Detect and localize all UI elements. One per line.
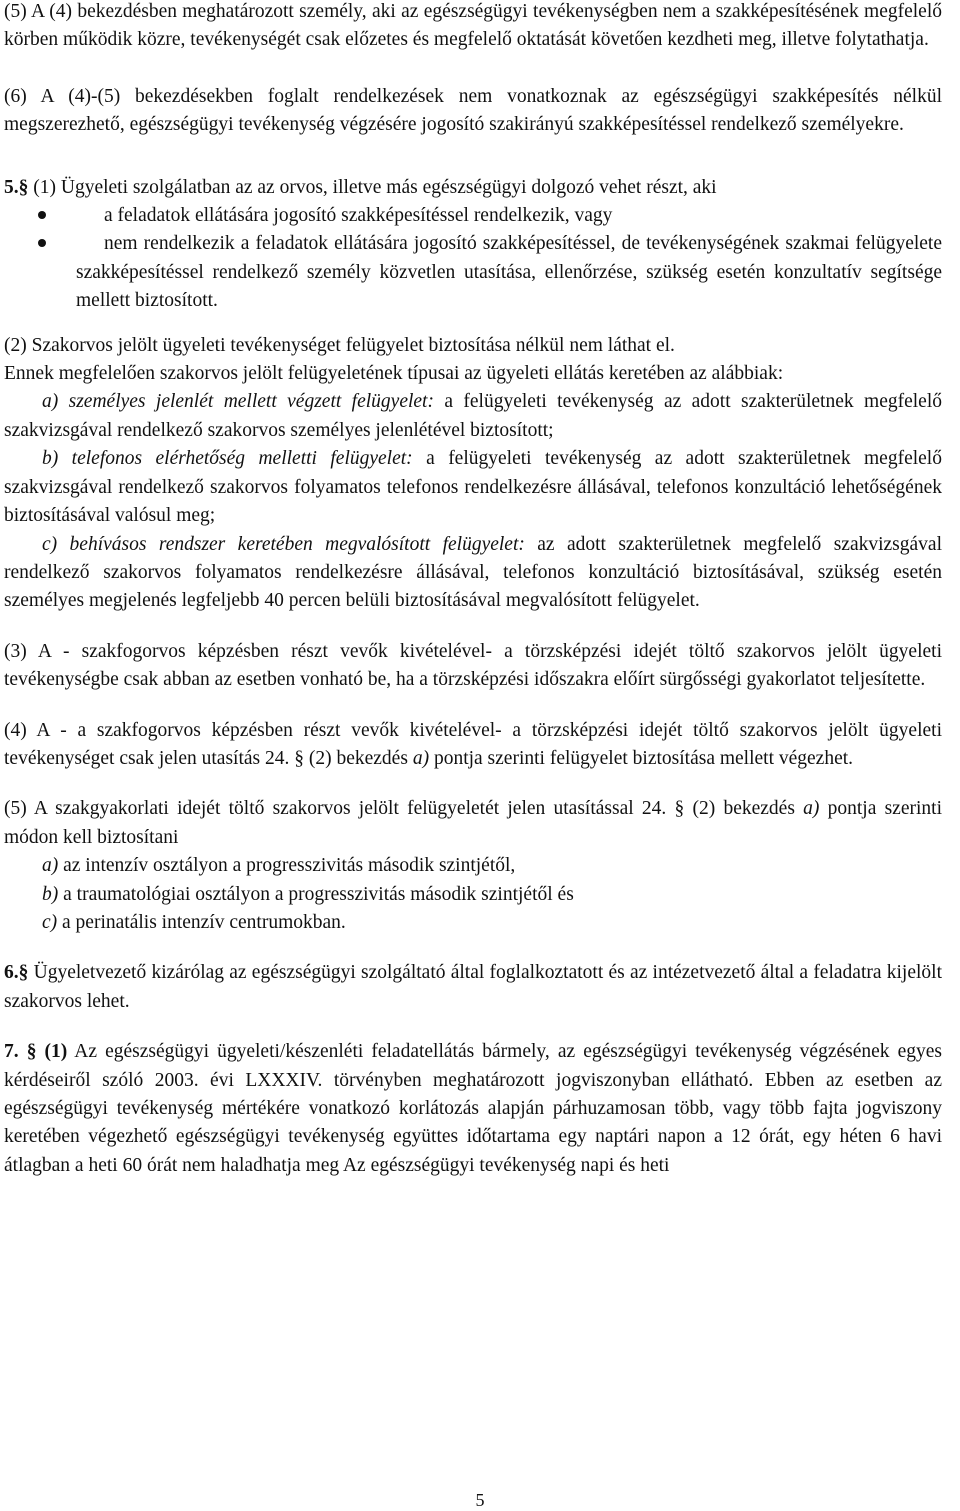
- paragraph-4-5: (5) A (4) bekezdésben meghatározott személy, aki az egészségügyi tevékenységben nem a szakképesítésének megfelelő körben működik közre, tevékenységét csak előzetes és megfelelő oktatását követően kezdheti meg, illetve folytathatja.: [4, 1, 942, 51]
- supervision-type-c-text: az adott szakterületnek megfelelő szakvizsgával rendelkező szakorvos folyamatos rendelkezésre állásával, telefonos konzultáció biztosításával, szükség esetén személyes megjelenés legfeljebb 40 percen belüli biztosításával megvalósított felügyelet.: [4, 533, 942, 612]
- paragraph-5-text-a: (5) A szakgyakorlati idejét töltő szakorvos jelölt felügyeletét jelen utasítással 24.: [4, 798, 675, 820]
- item-c-text: a perinatális intenzív centrumokban.: [57, 911, 346, 933]
- paragraph-5-item-c: [4, 909, 942, 937]
- supervision-type-b: [4, 445, 942, 530]
- section-5-paragraph-2-first: (2) Szakorvos jelölt ügyeleti tevékenységet felügyelet biztosítása nélkül nem láthat el.: [4, 334, 675, 356]
- section-7-text: Az egészségügyi ügyeleti/készenléti feladatellátás bármely, az egészségügyi tevékenység végzésének egyes kérdéseiről szóló 2003. évi LXXXIV. törvényben meghatározott jogviszonyban ellátható. Ebben az esetben az egészségügyi tevékenység mértékére vonatkozó korlátozás alapján párhuzamosan több, vagy több fajta jogviszony keretében végezhető egészségügyi tevékenység együttes időtartama egy naptári napon a 12 órát, egy héten 6 havi átlagban a heti 60 órát nem haladhatja meg Az egészségügyi tevékenység napi és heti: [4, 1041, 943, 1176]
- paragraph-5-item-b: [4, 881, 942, 909]
- section-7-number: 7.: [4, 1041, 19, 1063]
- section-5-number: 5.: [4, 176, 19, 198]
- supervision-type-b-label: b) telefonos elérhetőség melletti felügyelet:: [42, 448, 413, 470]
- section-5-paragraph-3: (3) A - szakfogorvos képzésben részt vevők kivételével- a törzsképzési idejét töltő szakorvos jelölt ügyeleti tevékenységbe csak abban az esetben vonható be, ha a törzsképzési időszakra előírt sürgősségi gyakorlatot teljesítette.: [4, 640, 942, 691]
- bullet-item: [4, 202, 942, 230]
- section-7-paragraph-1: [4, 1038, 942, 1180]
- item-c-label: c): [42, 911, 58, 933]
- paragraph-5-item-a: [4, 852, 942, 880]
- supervision-type-a-label: a) személyes jelenlét mellett végzett felügyelet:: [42, 391, 434, 413]
- section-7-sub: (1): [44, 1041, 68, 1063]
- paragraph-5-text-c: pontja szerinti módon kell biztosítani: [4, 798, 942, 848]
- section-5-paragraph-5: [4, 795, 942, 852]
- paragraph-4-text-b: (2) bekezdés: [303, 747, 413, 769]
- item-a-text: az intenzív osztályon a progresszivitás második szintjétől,: [58, 855, 516, 877]
- supervision-type-a: [4, 388, 942, 445]
- item-a-label: a): [42, 855, 59, 877]
- section-5-paragraph-1: [4, 174, 942, 202]
- section-6-text: Ügyeletvezető kizárólag az egészségügyi szolgáltató által foglalkoztatott és az intézetvezető által a feladatra kijelölt szakorvos lehet.: [4, 962, 942, 1012]
- paragraph-4-sign: §: [294, 747, 304, 769]
- paragraph-5-point: a): [803, 798, 820, 820]
- bullet-icon: [38, 211, 46, 219]
- supervision-type-a-text: a felügyeleti tevékenység az adott szakterületnek megfelelő szakvizsgával rendelkező szakorvos személyes jelenlétével biztosított;: [4, 391, 942, 441]
- section-6: [4, 959, 942, 1016]
- section-7-sign: §: [26, 1041, 37, 1063]
- bullet-text: a feladatok ellátására jogosító szakképesítéssel rendelkezik, vagy: [104, 205, 613, 227]
- item-b-text: a traumatológiai osztályon a progresszivitás második szintjétől és: [58, 883, 574, 905]
- item-b-label: b): [42, 883, 59, 905]
- paragraph-4-text-c: pontja szerinti felügyelet biztosítása mellett végezhet.: [429, 747, 854, 769]
- paragraph-5-sign: §: [674, 798, 685, 820]
- section-6-number: 6.: [4, 962, 19, 984]
- section-6-sign: §: [18, 962, 29, 984]
- supervision-type-c: [4, 531, 942, 616]
- section-5-intro: (1) Ügyeleti szolgálatban az az orvos, illetve más egészségügyi dolgozó vehet részt, aki: [28, 176, 717, 198]
- paragraph-4-text-a: (4) A - a szakfogorvos képzésben részt vevők kivételével- a törzsképzési idejét töltő szakorvos jelölt ügyeleti tevékenységet csak jelen utasítás 24.: [4, 719, 942, 769]
- section-5-sign: §: [18, 176, 29, 198]
- page-number: 5: [475, 1490, 485, 1510]
- bullet-item: [4, 230, 942, 315]
- paragraph-4-6: (6) A (4)-(5) bekezdésekben foglalt rendelkezések nem vonatkoznak az egészségügyi szakképesítés nélkül megszerezhető, egészségügyi tevékenység végzésére jogosító szakirányú szakképesítéssel rendelkező személyekre.: [4, 85, 942, 136]
- bullet-icon: [38, 239, 46, 247]
- section-5-paragraph-4: [4, 717, 942, 774]
- section-5-bullet-list: [4, 202, 942, 316]
- section-5-paragraph-2-second: Ennek megfelelően szakorvos jelölt felügyeletének típusai az ügyeleti ellátás keretében az alábbiak:: [4, 363, 784, 385]
- paragraph-5-text-b: (2) bekezdés: [684, 798, 804, 820]
- document-page: [4, 0, 942, 1180]
- paragraph-4-point: a): [412, 747, 430, 769]
- supervision-type-b-text: a felügyeleti tevékenység az adott szakterületnek megfelelő szakvizsgával rendelkező szakorvos folyamatos telefonos rendelkezésre állásával, telefonos konzultáció lehetőségének biztosításával valósul meg;: [4, 448, 942, 527]
- bullet-text: nem rendelkezik a feladatok ellátására jogosító szakképesítéssel, de tevékenységének szakmai felügyelete szakképesítéssel rendelkező személy közvetlen utasítása, ellenőrzése, szükség esetén konzultatív segítsége mellett biztosított.: [76, 233, 942, 312]
- supervision-type-c-label: c) behívásos rendszer keretében megvalósított felügyelet:: [42, 533, 525, 555]
